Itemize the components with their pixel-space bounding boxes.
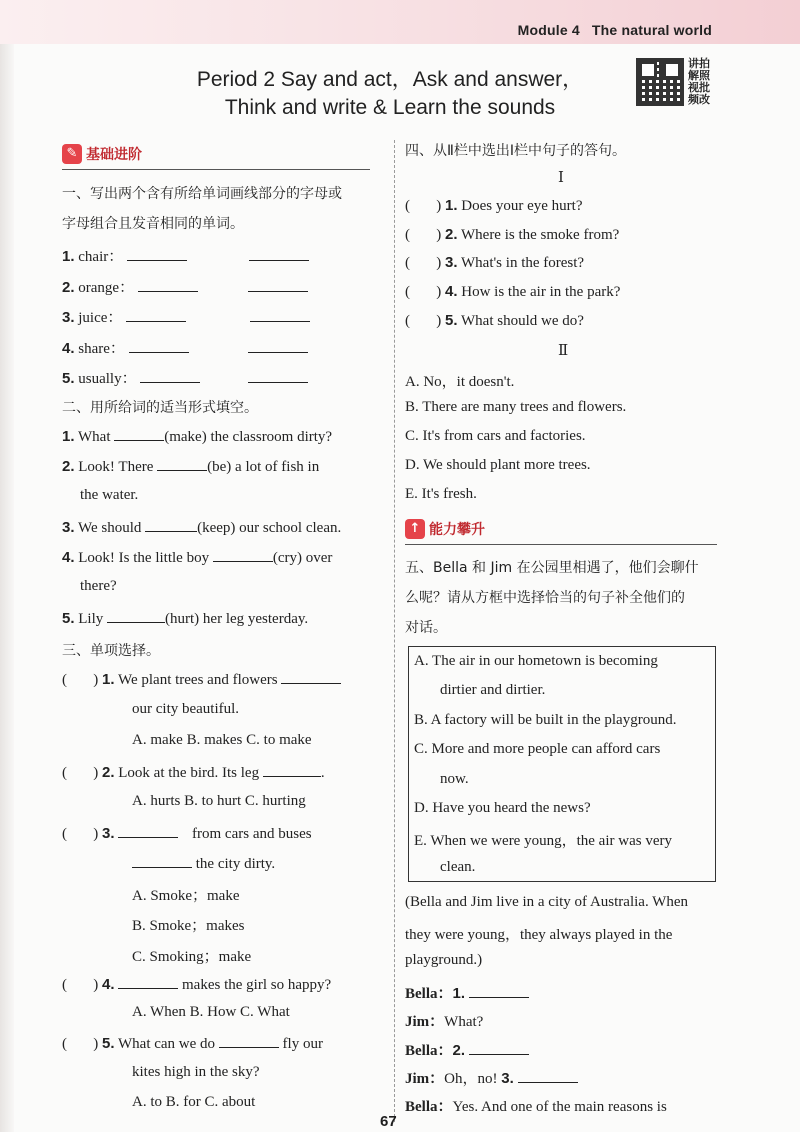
choice-c-cont: now. [440, 771, 469, 787]
q2-text: (be) a lot of fish in [207, 459, 320, 475]
q2-heading: 二、用所给词的适当形式填空。 [62, 400, 258, 416]
pencil-icon: ✎ [62, 144, 82, 164]
answer-blank[interactable] [129, 339, 189, 353]
q3-text: Look at the bird. Its leg [118, 765, 260, 781]
q3-item-3 [62, 824, 312, 843]
q5-heading-line1: 五、Bella 和 Jim 在公园里相遇了，他们会聊什 [405, 560, 699, 576]
arrow-up-icon: ↑ [405, 519, 425, 539]
q1-item [62, 337, 308, 358]
q2-text: (hurt) her leg yesterday. [165, 611, 309, 627]
section-basic-header [62, 144, 370, 170]
answer-paren[interactable]: ( ) [405, 227, 442, 243]
answer-blank[interactable] [138, 278, 198, 292]
q4-question [405, 226, 619, 244]
item-number: 2. [452, 1042, 466, 1059]
page-number: 67 [380, 1113, 397, 1130]
module-title: The natural world [591, 22, 712, 38]
binding-edge [0, 0, 14, 1132]
q2-item-5 [62, 609, 308, 628]
page-title-line2: Think and write & Learn the sounds [224, 96, 556, 119]
choice-a-cont: dirtier and dirtier. [440, 682, 546, 698]
dialogue-context-line2: they were young，they always played in the [405, 927, 673, 943]
answer-paren[interactable]: ( ) [62, 765, 99, 781]
item-number: 2. [102, 764, 115, 781]
column-divider [394, 140, 395, 1122]
q3-text: fly our [282, 1036, 323, 1052]
answer-paren[interactable]: ( ) [62, 1036, 99, 1052]
answer-blank[interactable] [263, 763, 321, 777]
item-number: 3. [62, 519, 75, 536]
choice-d: D. Have you heard the news? [414, 800, 591, 816]
answer-paren[interactable]: ( ) [62, 977, 99, 993]
answer-paren[interactable]: ( ) [405, 198, 442, 214]
dialogue-text: What? [444, 1014, 484, 1030]
item-number: 1. [445, 197, 458, 214]
q3-heading: 三、单项选择。 [62, 643, 160, 659]
answer-blank[interactable] [107, 609, 165, 623]
q3-item-4 [62, 975, 331, 994]
q4-column-2-label: Ⅱ [558, 343, 569, 359]
answer-blank[interactable] [281, 670, 341, 684]
answer-blank[interactable] [249, 247, 309, 261]
q2-text: Lily [78, 611, 104, 627]
qr-code-label [688, 58, 714, 106]
choice-b: B. A factory will be built in the playground. [414, 712, 677, 728]
q2-text: We should [78, 520, 142, 536]
q2-item-4-cont: there? [80, 578, 117, 594]
q3-text: makes the girl so happy? [182, 977, 332, 993]
section-basic-label: 基础进阶 [86, 147, 142, 163]
q1-heading-line1: 一、写出两个含有所给单词画线部分的字母或 [62, 186, 342, 202]
q3-item-1 [62, 670, 341, 689]
section-ability-header [405, 519, 717, 545]
choice-e-cont: clean. [440, 859, 476, 875]
answer-blank[interactable] [469, 984, 529, 998]
item-number: 5. [62, 610, 75, 627]
q4-question-text: What's in the forest? [461, 255, 585, 271]
item-number: 1. [62, 248, 75, 265]
section-ability-label: 能力攀升 [429, 522, 485, 538]
q3-item-1-cont: our city beautiful. [132, 701, 240, 717]
speaker-name: Bella： [405, 986, 453, 1002]
item-number: 5. [445, 312, 458, 329]
q4-question-text: Where is the smoke from? [461, 227, 620, 243]
q4-answer: E. It's fresh. [405, 486, 477, 502]
answer-blank[interactable] [145, 518, 197, 532]
item-number: 4. [62, 549, 75, 566]
item-number: 1. [452, 985, 466, 1002]
page-title-line1: Period 2 Say and act，Ask and answer， [196, 68, 584, 91]
q4-column-1-label: Ⅰ [558, 170, 564, 186]
choice-a: A. The air in our hometown is becoming [414, 653, 658, 669]
answer-blank[interactable] [132, 854, 192, 868]
q1-item [62, 367, 308, 388]
q3-item-5-cont: kites high in the sky? [132, 1064, 260, 1080]
q2-item-2-cont: the water. [80, 487, 139, 503]
q3-item-3-option-b: B. Smoke；makes [132, 918, 245, 934]
q4-question [405, 283, 620, 301]
item-number: 2. [445, 226, 458, 243]
dialogue-text: Yes. And one of the main reasons is [452, 1099, 667, 1115]
item-number: 3. [445, 254, 458, 271]
answer-blank[interactable] [248, 278, 308, 292]
answer-blank[interactable] [114, 427, 164, 441]
q4-question [405, 312, 584, 330]
q5-heading-line2: 么呢？请从方框中选择恰当的句子补全他们的 [405, 590, 685, 606]
answer-blank[interactable] [127, 247, 187, 261]
q2-text: What [78, 429, 111, 445]
dialogue-text: Oh，no! [444, 1071, 498, 1087]
q3-text: What can we do [118, 1036, 216, 1052]
q5-heading-line3: 对话。 [405, 620, 447, 636]
qr-label-line: 频改 [688, 93, 710, 106]
dialogue-line-3 [405, 1039, 529, 1060]
item-number: 2. [62, 458, 75, 475]
q2-text: (make) the classroom dirty? [164, 429, 333, 445]
choice-e: E. When we were young，the air was very [414, 833, 672, 849]
q4-question-text: What should we do? [461, 313, 584, 329]
answer-blank[interactable] [157, 457, 207, 471]
item-number: 4. [62, 340, 75, 357]
item-number: 4. [102, 976, 115, 993]
module-number: Module 4 [517, 22, 580, 38]
answer-paren[interactable]: ( ) [405, 284, 442, 300]
answer-blank[interactable] [140, 369, 200, 383]
q4-question [405, 197, 582, 215]
q3-item-3-option-c: C. Smoking；make [132, 949, 252, 965]
item-number: 4. [445, 283, 458, 300]
answer-blank[interactable] [518, 1069, 578, 1083]
q2-item-2 [62, 457, 319, 476]
answer-paren[interactable]: ( ) [405, 255, 442, 271]
q4-question-text: Does your eye hurt? [461, 198, 583, 214]
answer-paren[interactable]: ( ) [62, 826, 99, 842]
speaker-name: Jim： [405, 1014, 445, 1030]
item-number: 3. [501, 1070, 514, 1087]
answer-blank[interactable] [248, 369, 308, 383]
speaker-name: Bella： [405, 1043, 453, 1059]
q4-heading: 四、从Ⅱ栏中选出Ⅰ栏中句子的答句。 [405, 143, 627, 159]
answer-blank[interactable] [118, 824, 178, 838]
q1-word: juice： [78, 310, 123, 326]
qr-code-icon [636, 58, 684, 106]
answer-blank[interactable] [126, 308, 186, 322]
q4-answer: A. No，it doesn't. [405, 374, 515, 390]
q1-item [62, 276, 308, 297]
answer-paren[interactable]: ( ) [62, 672, 99, 688]
q3-text: the city dirty. [195, 856, 276, 872]
item-number: 5. [102, 1035, 115, 1052]
qr-label-line: 解照 [688, 69, 710, 82]
q3-text: We plant trees and flowers [118, 672, 278, 688]
module-header-text [518, 22, 712, 38]
dialogue-line-2 [405, 1010, 483, 1031]
dialogue-line-1 [405, 982, 529, 1003]
qr-label-line: 视批 [688, 81, 710, 94]
q1-word: orange： [78, 280, 135, 296]
q2-item-1 [62, 427, 332, 446]
q2-text: Look! Is the little boy [78, 550, 210, 566]
dialogue-line-5 [405, 1095, 667, 1116]
q2-item-3 [62, 518, 341, 537]
answer-paren[interactable]: ( ) [405, 313, 442, 329]
answer-blank[interactable] [469, 1041, 529, 1055]
q3-item-3-option-a: A. Smoke；make [132, 888, 240, 904]
q1-word: usually： [78, 371, 137, 387]
qr-label-line: 讲拍 [688, 57, 710, 70]
q4-question-text: How is the air in the park? [461, 284, 621, 300]
item-number: 1. [62, 428, 75, 445]
q1-item [62, 245, 309, 266]
dialogue-context-line3: playground.) [405, 952, 483, 968]
q2-text: (keep) our school clean. [197, 520, 342, 536]
q2-text: Look! There [78, 459, 154, 475]
item-number: 3. [62, 309, 75, 326]
q3-item-2-options: A. hurts B. to hurt C. hurting [132, 793, 306, 809]
answer-blank[interactable] [213, 548, 273, 562]
item-number: 3. [102, 825, 115, 842]
dialogue-line-4 [405, 1067, 578, 1088]
answer-blank[interactable] [118, 975, 178, 989]
q4-answer: B. There are many trees and flowers. [405, 399, 627, 415]
q3-item-3-cont [132, 854, 275, 873]
answer-blank[interactable] [250, 308, 310, 322]
q3-item-4-options: A. When B. How C. What [132, 1004, 290, 1020]
item-number: 1. [102, 671, 115, 688]
q3-item-5 [62, 1034, 323, 1053]
q3-item-2: ( ) 2. Look at the bird. Its leg . [62, 764, 325, 781]
q4-answer: D. We should plant more trees. [405, 457, 591, 473]
q2-item-4 [62, 548, 332, 567]
speaker-name: Bella： [405, 1099, 453, 1115]
q3-text: from cars and buses [192, 826, 312, 842]
item-number: 2. [62, 279, 75, 296]
q3-item-5-options: A. to B. for C. about [132, 1094, 256, 1110]
q1-item [62, 306, 310, 327]
q4-answer: C. It's from cars and factories. [405, 428, 586, 444]
module-header-bar [0, 0, 800, 44]
choice-c: C. More and more people can afford cars [414, 741, 661, 757]
answer-blank[interactable] [248, 339, 308, 353]
answer-blank[interactable] [219, 1034, 279, 1048]
item-number: 5. [62, 370, 75, 387]
q1-heading-line2: 字母组合且发音相同的单词。 [62, 216, 244, 232]
q3-item-1-options: A. make B. makes C. to make [132, 732, 312, 748]
q2-text: (cry) over [272, 550, 333, 566]
dialogue-context-line1: (Bella and Jim live in a city of Australia. When [405, 894, 688, 910]
q4-question [405, 254, 584, 272]
speaker-name: Jim： [405, 1071, 445, 1087]
q1-word: share： [78, 341, 125, 357]
q1-word: chair： [78, 249, 124, 265]
